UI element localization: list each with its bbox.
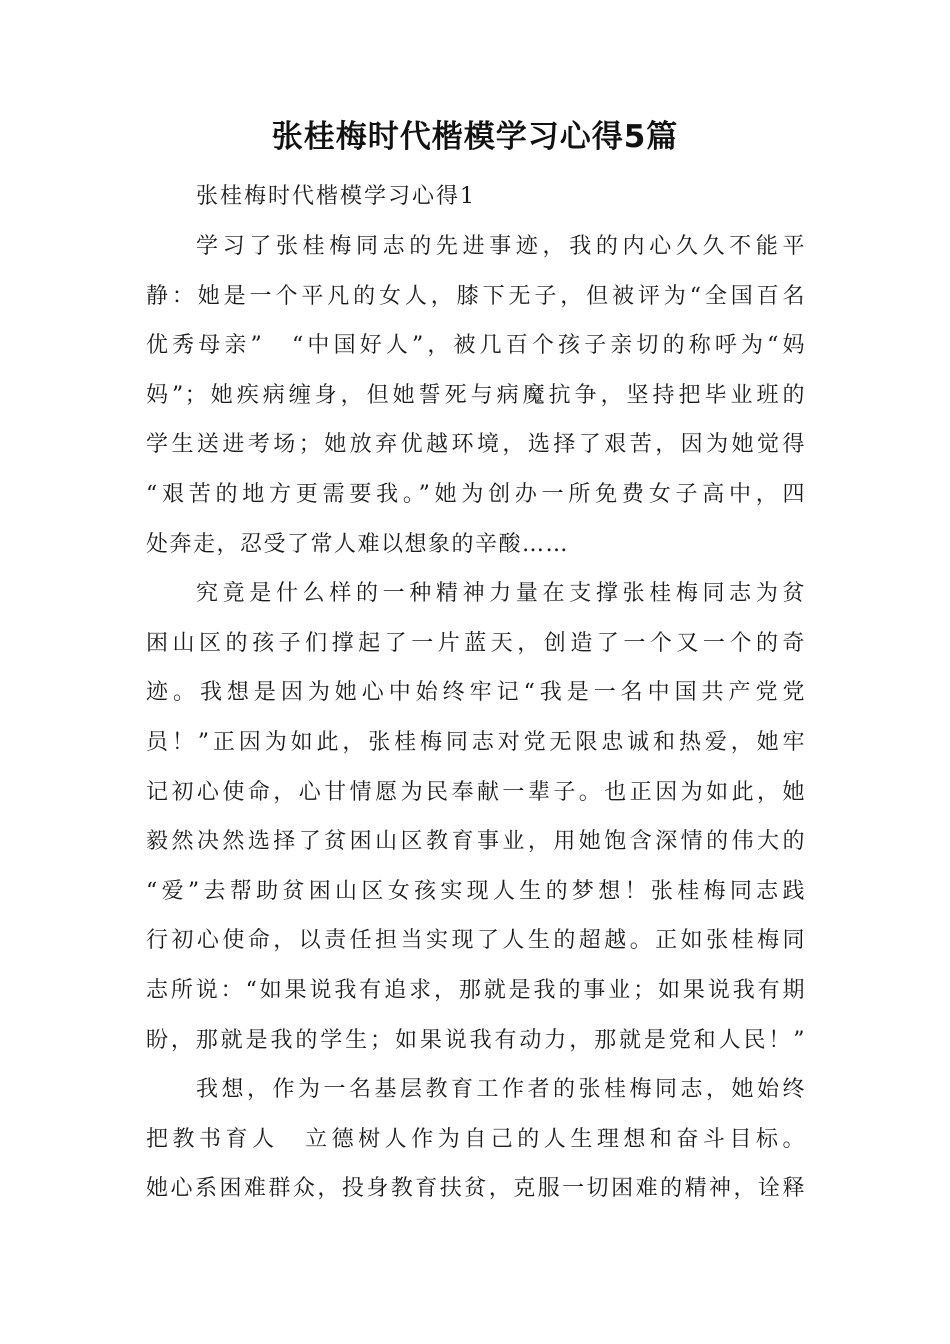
text-line: “爱”去帮助贫困山区女孩实现人生的梦想！张桂梅同志践 [146, 878, 806, 904]
document-title: 张桂梅时代楷模学习心得5篇 [271, 119, 679, 155]
text-line: 行初心使命，以责任担当实现了人生的超越。正如张桂梅同 [146, 928, 806, 954]
text-line: 毅然决然选择了贫困山区教育事业，用她饱含深情的伟大的 [146, 829, 806, 855]
text-line: 优秀母亲” “中国好人”，被几百个孩子亲切的称呼为“妈 [146, 333, 806, 359]
text-line: 妈”；她疾病缠身，但她誓死与病魔抗争，坚持把毕业班的 [146, 382, 806, 408]
text-line: 迹。我想是因为她心中始终牢记“我是一名中国共产党党 [146, 680, 806, 706]
text-line: “艰苦的地方更需要我。”她为创办一所免费女子高中，四 [146, 481, 806, 507]
text-line: 盼，那就是我的学生；如果说我有动力，那就是党和人民！” [146, 1027, 806, 1053]
text-line: 志所说：“如果说我有追求，那就是我的事业；如果说我有期 [146, 977, 806, 1003]
text-line: 她心系困难群众，投身教育扶贫，克服一切困难的精神，诠释 [146, 1176, 806, 1202]
text-line: 把教书育人 立德树人作为自己的人生理想和奋斗目标。 [146, 1126, 806, 1152]
text-line: 困山区的孩子们撑起了一片蓝天，创造了一个又一个的奇 [146, 630, 806, 656]
text-line: 学生送进考场；她放弃优越环境，选择了艰苦，因为她觉得 [146, 432, 806, 458]
text-line: 我想，作为一名基层教育工作者的张桂梅同志，她始终 [196, 1077, 806, 1103]
body-text [146, 222, 806, 1214]
text-line: 静：她是一个平凡的女人，膝下无子，但被评为“全国百名 [146, 283, 806, 309]
text-line: 员！”正因为如此，张桂梅同志对党无限忠诚和热爱，她牢 [146, 729, 806, 755]
text-line: 处奔走，忍受了常人难以想象的辛酸…… [146, 531, 570, 557]
text-line: 记初心使命，心甘情愿为民奉献一辈子。也正因为如此，她 [146, 779, 806, 805]
section-heading: 张桂梅时代楷模学习心得1 [196, 184, 476, 209]
text-line: 学习了张桂梅同志的先进事迹，我的内心久久不能平 [196, 234, 806, 259]
text-line: 究竟是什么样的一种精神力量在支撑张桂梅同志为贫 [196, 581, 806, 607]
